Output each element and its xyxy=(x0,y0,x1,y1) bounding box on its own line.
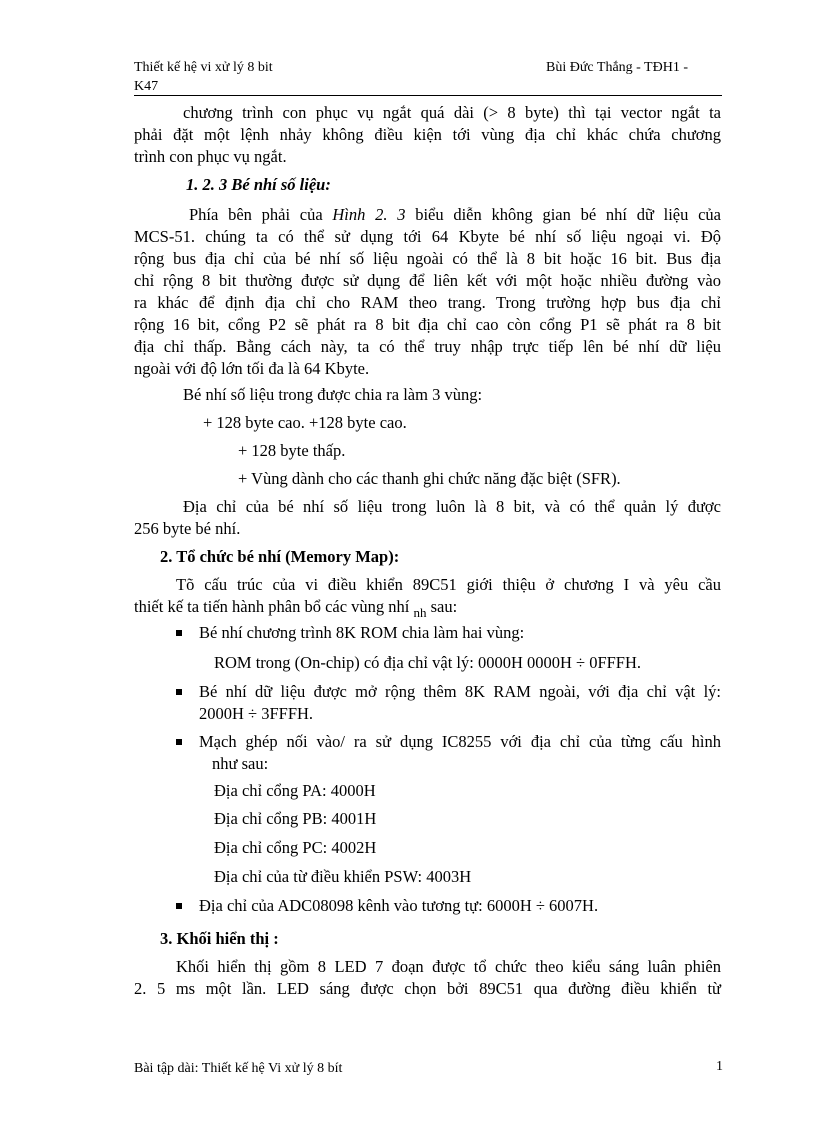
bullet-item: Bé nhí chương trình 8K ROM chia làm hai vùng: xyxy=(199,623,525,642)
section-heading-2: 2. Tổ chức bé nhí (Memory Map): xyxy=(160,547,400,566)
bullet-icon xyxy=(176,689,182,695)
text-segment: Phía bên phải của xyxy=(189,205,333,224)
text-line: trình con phục vụ ngắt. xyxy=(134,147,287,166)
subscript-fragment: nh xyxy=(413,605,427,620)
text-line: địa chỉ thấp. Bằng cách này, ta có thể truy nhập trực tiếp lên bé nhí dữ liệu xyxy=(134,337,721,356)
text-line: MCS-51. chúng ta có thể sử dụng tới 64 Kbyte bé nhí số liệu ngoại vi. Độ xyxy=(134,227,721,246)
figure-reference: Hình 2. 3 xyxy=(332,205,406,224)
control-word-address: Địa chỉ của từ điều khiển PSW: 4003H xyxy=(214,867,472,886)
text-line: 256 byte bé nhí. xyxy=(134,519,241,538)
text-line: rộng bus địa chỉ của bé nhí số liệu ngoài có thể là 8 bit hoặc 16 bit. Bus địa xyxy=(134,249,721,268)
text-line: chương trình con phục vụ ngắt quá dài (> 8 byte) thì tại vector ngắt ta xyxy=(183,103,721,122)
text-line: Địa chỉ của bé nhí số liệu trong luôn là 8 bit, và có thể quản lý được xyxy=(183,497,721,516)
port-address-pc: Địa chỉ cổng PC: 4002H xyxy=(214,838,377,857)
section-heading-3: 3. Khối hiển thị : xyxy=(160,929,279,948)
text-line: phải đặt một lệnh nhảy không điều kiện tới vùng địa chỉ khác chứa chương xyxy=(134,125,721,144)
section-heading-1-2-3: 1. 2. 3 Bé nhí số liệu: xyxy=(186,175,331,194)
header-left-title: Thiết kế hệ vi xử lý 8 bit xyxy=(134,60,273,75)
text-line: ROM trong (On-chip) có địa chỉ vật lý: 0000H 0000H ÷ 0FFFH. xyxy=(214,653,642,672)
text-line xyxy=(189,204,721,226)
footer-title: Bài tập dài: Thiết kế hệ Vi xử lý 8 bít xyxy=(134,1061,343,1076)
text-line xyxy=(134,596,457,619)
text-line: ra khác để định địa chỉ cho RAM theo trang. Trong trường hợp bus địa chỉ xyxy=(134,293,721,312)
text-line: Khối hiển thị gồm 8 LED 7 đoạn được tổ chức theo kiểu sáng luân phiên xyxy=(176,957,721,976)
text-line: như sau: xyxy=(212,754,269,773)
text-line: + Vùng dành cho các thanh ghi chức năng đặc biệt (SFR). xyxy=(238,469,621,488)
page-number: 1 xyxy=(716,1059,723,1074)
bullet-item: Mạch ghép nối vào/ ra sử dụng IC8255 với địa chỉ của từng cấu hình xyxy=(199,732,721,751)
text-line: Bé nhí số liệu trong được chia ra làm 3 vùng: xyxy=(183,385,483,404)
header-rule xyxy=(134,95,722,96)
text-segment: sau: xyxy=(426,597,458,616)
text-line: chỉ rộng 8 bit thường được sử dụng để liên kết với một hoặc nhiều đường vào xyxy=(134,271,721,290)
text-line: + 128 byte thấp. xyxy=(238,441,346,460)
text-segment: biểu diễn không gian bé nhí dữ liệu của xyxy=(405,205,722,224)
bullet-icon xyxy=(176,630,182,636)
bullet-icon xyxy=(176,903,182,909)
port-address-pa: Địa chỉ cổng PA: 4000H xyxy=(214,781,376,800)
text-line: 2000H ÷ 3FFFH. xyxy=(199,704,314,723)
bullet-icon xyxy=(176,739,182,745)
bullet-item: Bé nhí dữ liệu được mở rộng thêm 8K RAM ngoài, với địa chỉ vật lý: xyxy=(199,682,721,701)
header-left-class: K47 xyxy=(134,79,159,94)
header-right-author: Bùi Đức Thắng - TĐH1 - xyxy=(546,60,688,75)
text-line: rộng 16 bit, cổng P2 sẽ phát ra 8 bit địa chỉ cao còn cổng P1 sẽ phát ra 8 bit xyxy=(134,315,721,334)
port-address-pb: Địa chỉ cổng PB: 4001H xyxy=(214,809,377,828)
bullet-item: Địa chỉ của ADC08098 kênh vào tương tự: 6000H ÷ 6007H. xyxy=(199,896,599,915)
text-line: Tõ cấu trúc của vi điều khiển 89C51 giới thiệu ở chương I và yêu cầu xyxy=(176,575,721,594)
text-line: 2. 5 ms một lần. LED sáng được chọn bởi 89C51 qua đường điều khiển từ xyxy=(134,979,721,998)
text-line: ngoài với độ lớn tối đa là 64 Kbyte. xyxy=(134,359,370,378)
text-line: + 128 byte cao. +128 byte cao. xyxy=(203,413,407,432)
text-segment: thiết kế ta tiến hành phân bổ các vùng nhí xyxy=(134,597,414,616)
